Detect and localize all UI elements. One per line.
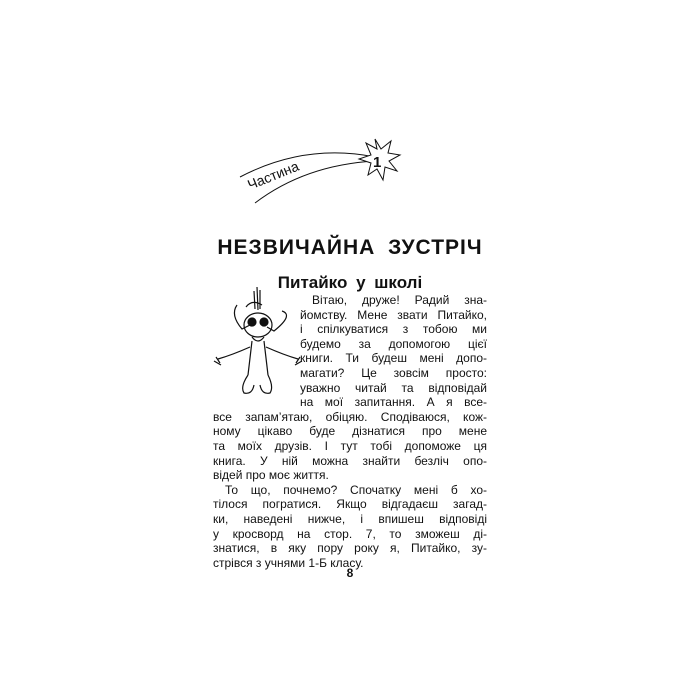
text-line: ному цікаво буде дізнатися про мене xyxy=(213,424,487,439)
text-line: уважно читай та відповідай xyxy=(300,380,487,395)
text-line: книга. У ній можна знайти безліч опо- xyxy=(213,453,487,468)
text-line: Вітаю, друже! Радий зна- xyxy=(312,293,487,307)
text-line: стрівся з учнями 1-Б класу. xyxy=(213,555,364,570)
text-line: у кросворд на стор. 7, то зможеш ді- xyxy=(213,526,487,541)
chapter-title: НЕЗВИЧАЙНА ЗУСТРІЧ xyxy=(217,236,483,259)
text-line: і спілкуватися з тобою ми xyxy=(300,322,487,337)
text-line: та моїх друзів. І тут тобі допоможе ця xyxy=(213,438,487,453)
page-number: 8 xyxy=(346,566,354,580)
text-line: відей про моє життя. xyxy=(213,468,329,483)
text-line: книги. Ти будеш мені допо- xyxy=(300,351,487,366)
text-line: магати? Це зовсім просто: xyxy=(300,365,487,380)
text-line: ки, наведені нижче, і впишеш відповіді xyxy=(213,511,487,526)
body-text xyxy=(213,293,487,570)
text-line: на мої запитання. А я все- xyxy=(300,395,487,410)
text-line: тілося погратися. Якщо відгадаєш загад- xyxy=(213,497,487,512)
chapter-label: Частина xyxy=(245,157,302,193)
text-line: будемо за допомогою цієї xyxy=(300,336,487,351)
chapter-number: 1 xyxy=(373,154,382,171)
text-line: знатися, в яку пору року я, Питайко, зу- xyxy=(213,541,487,556)
text-line: все запам’ятаю, обіцяю. Сподіваюся, кож- xyxy=(213,409,487,424)
shooting-star-icon xyxy=(225,125,415,205)
text-line: йомству. Мене звати Питайко, xyxy=(300,307,487,322)
chapter-banner xyxy=(225,125,415,205)
text-line: То що, почнемо? Спочатку мені б хо- xyxy=(225,482,487,497)
section-subtitle: Питайко у школі xyxy=(277,273,423,292)
